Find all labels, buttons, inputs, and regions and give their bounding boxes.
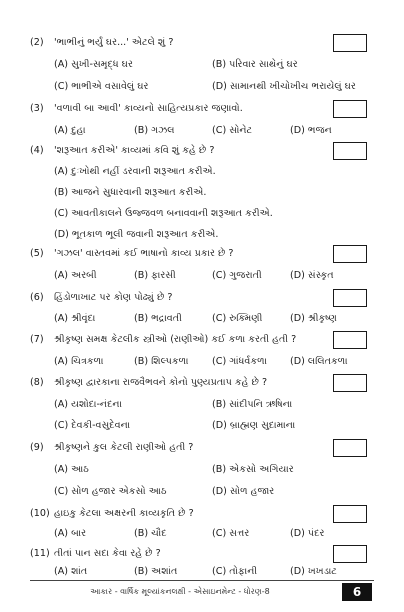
question-text: હાઇકુ કેટલા અક્ષરની કાવ્યકૃતિ છે ? [54, 508, 194, 519]
answer-box[interactable] [333, 34, 367, 52]
option-b: (B) ચૌદ [134, 528, 167, 539]
option-a: (A) શ્રીવૃંદા [54, 313, 96, 324]
option-b: (B) એકસો અગિયાર [212, 464, 294, 475]
question-11 [30, 548, 375, 560]
question-text: શ્રીકૃષ્ણને કુલ કેટલી રાણીઓ હતી ? [54, 442, 194, 453]
option-c: (C) ભાભીએ વસાવેલું ઘર [54, 81, 149, 92]
question-8 [30, 377, 375, 389]
question-4 [30, 145, 375, 157]
option-b: (B) પરિવાર સાથેનું ઘર [212, 59, 298, 70]
option-a: (A) અરબી [54, 270, 97, 281]
option-b: (B) ફારસી [134, 270, 176, 281]
option-b: (B) ભદ્રાવતી [134, 313, 182, 324]
question-text: 'ગઝલ' વાસ્તવમાં કઈ ભાષાનો કાવ્ય પ્રકાર છે ? [54, 248, 234, 259]
question-text: 'શરૂઆત કરીએ' કાવ્યમાં કવિ શું કહે છે ? [54, 145, 215, 156]
option-c: (C) ગુજરાતી [212, 270, 262, 281]
footer-text: આકાર - વાર્ષિક મૂલ્યાંકનલક્ષી - એસાઇનમેન્ટ - ધોરણ-8 [90, 587, 270, 596]
option-a: (A) ચિત્રકળા [54, 356, 104, 367]
option-d: (D) લલિતકળા [290, 356, 348, 367]
option-a: (A) યશોદા-નંદના [54, 399, 122, 410]
question-number: (3) [30, 103, 44, 114]
question-number: (8) [30, 377, 44, 388]
option-c: (C) દેવકી-વસુદેવના [54, 420, 131, 431]
option-c: (C) સોળ હજાર એકસો આઠ [54, 486, 167, 497]
question-number: (6) [30, 292, 44, 303]
question-2 [30, 37, 375, 49]
option-d: (D) બ્રાહ્મણ સુદામાના [212, 420, 296, 431]
answer-box[interactable] [333, 505, 367, 523]
question-number: (11) [30, 548, 50, 559]
question-text: શ્રીકૃષ્ણ દ્વારકાના રાજવૈભવને કોનો પુણ્યપ્રતાપ કહે છે ? [54, 377, 268, 388]
question-number: (5) [30, 248, 44, 259]
option-d: (D) ભજન [290, 125, 332, 136]
answer-box[interactable] [333, 100, 367, 118]
option-d: (D) સોળ હજાર [212, 486, 275, 497]
option-d: (D) શ્રીકૃષ્ણ [290, 313, 337, 324]
question-text: હિંડોળાખાટ પર કોણ પોઢ્યું છે ? [54, 292, 173, 303]
page-number: 6 [342, 583, 372, 601]
option-a: (A) સુખી-સમૃદ્ધ ઘર [54, 59, 133, 70]
option-c: (C) ગાંધર્વકળા [212, 356, 267, 367]
option-a: (A) દુઃખોથી નહીં ડરવાની શરૂઆત કરીએ. [54, 166, 216, 177]
question-10 [30, 508, 375, 520]
question-9 [30, 442, 375, 454]
option-b: (B) સાંદીપનિ ઋષિના [212, 399, 293, 410]
option-c: (C) સત્તર [212, 528, 250, 539]
answer-box[interactable] [333, 439, 367, 457]
question-7 [30, 334, 375, 346]
option-d: (D) સામાનથી ખીચોખીચ ભરાયેલું ઘર [212, 81, 356, 92]
answer-box[interactable] [333, 289, 367, 307]
question-number: (4) [30, 145, 44, 156]
question-5 [30, 248, 375, 260]
footer-divider [30, 580, 374, 581]
option-d: (D) સંસ્કૃત [290, 270, 334, 281]
option-c: (C) સોનેટ [212, 125, 253, 136]
option-b: (B) ગઝલ [134, 125, 175, 136]
question-number: (2) [30, 37, 44, 48]
option-a: (A) બાર [54, 528, 87, 539]
option-c: (C) આવતીકાલને ઉજ્જવળ બનાવવાની શરૂઆત કરીએ. [54, 208, 273, 219]
option-d: (D) ખખડાટ [290, 566, 337, 577]
option-d: (D) પંદર [290, 528, 325, 539]
option-b: (B) શિલ્પકળા [134, 356, 189, 367]
question-text: તીતાં પાન સદા કેવા રહે છે ? [54, 548, 161, 559]
question-3 [30, 103, 375, 115]
question-number: (9) [30, 442, 44, 453]
question-number: (10) [30, 508, 50, 519]
option-b: (B) અશાંત [134, 566, 178, 577]
option-a: (A) દુહા [54, 125, 86, 136]
answer-box[interactable] [333, 245, 367, 263]
question-text: 'ભાભીનું ભર્યું ઘર...' એટલે શું ? [54, 37, 174, 48]
question-text: શ્રીકૃષ્ણ સમક્ષ કેટલીક સ્ત્રીઓ (રાણીઓ) કઈ કળા કરતી હતી ? [54, 334, 297, 345]
question-6 [30, 292, 375, 304]
option-c: (C) રુક્મિણી [212, 313, 263, 324]
answer-box[interactable] [333, 331, 367, 349]
option-d: (D) ભૂતકાળ ભૂલી જવાની શરૂઆત કરીએ. [54, 229, 219, 240]
question-number: (7) [30, 334, 44, 345]
option-b: (B) આજને સુધારવાની શરૂઆત કરીએ. [54, 187, 207, 198]
answer-box[interactable] [333, 374, 367, 392]
option-c: (C) તોફાની [212, 566, 258, 577]
answer-box[interactable] [333, 142, 367, 160]
answer-box[interactable] [333, 545, 367, 563]
option-a: (A) શાંત [54, 566, 88, 577]
question-text: 'વળાવી બા આવી' કાવ્યનો સાહિત્યપ્રકાર જણાવો. [54, 103, 243, 114]
option-a: (A) આઠ [54, 464, 89, 475]
